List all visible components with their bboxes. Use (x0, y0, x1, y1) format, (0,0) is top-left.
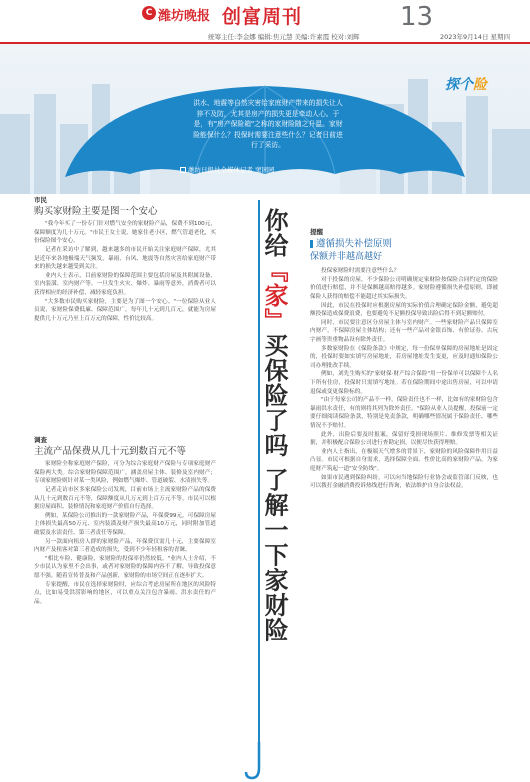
body-paragraph: 同时，市民要注意区分房屋主体与室内财产。一些家财险产品只保障室内财产，不保障房屋主体结构；还有一些产品对金银首饰、有价证券、古玩字画等贵重物品设有除外责任。 (310, 319, 498, 344)
editor-credits: 统筹主任:李金娜 编辑:焦元慧 美编:许素霞 校对:刘辉 (208, 33, 360, 41)
news-square-icon (180, 167, 186, 173)
section-heading: 主流产品保费从几十元到数百元不等 (34, 445, 187, 457)
page-number: 13 (400, 2, 434, 32)
article-lede: 洪水、地震等自然灾害给家庭财产带来的损失让人猝不及防，尤其是房产的损失更是牵动人心。于是，有"房产保险箱"之称的家财险随之升温。家财险能保什么？投保时需要注意些什么？记者日前进行了采访。 (193, 99, 343, 149)
body-paragraph: 投保家财险时需要注意些什么？ (321, 268, 400, 275)
kicker-survey: 调查 (34, 436, 47, 444)
body-paragraph: 因此，市民在投保时应根据房屋的实际价值合理确定保险金额，避免超额投保造成保费浪费，也要避免不足额投保导致出险后得不到足额赔付。 (310, 302, 498, 318)
section-subheading: 保额并非越高越好 (310, 251, 383, 262)
section-heading: 遵循损失补偿原则 (310, 240, 498, 249)
body-paragraph: 如果市民遇到保险纠纷，可以向当地保险行业协会或监管部门反映，也可以拨打金融消费投诉热线进行咨询，依法维护自身合法权益。 (310, 474, 498, 490)
body-paragraph: 例如，某保险公司推出的一款家财险产品，年保费99元，可保障房屋主体损失最高50万元、室内装潢及财产损失最高10万元，同时附加管道破裂及水渍责任、第三者责任等保障。 (34, 512, 216, 536)
section-heading: 购买家财险主要是图一个安心 (34, 205, 158, 217)
masthead (0, 0, 530, 44)
body-paragraph: "我今年买了一份专门针对燃气安全的家财险产品，保费不到100元，保障额度为几十万元。"市民王女士说，她家住老小区，燃气管道老化，买份保险图个安心。 (34, 221, 216, 245)
article-byline: 潍坊日报社全媒体记者 窦园园 (180, 165, 275, 174)
body-paragraph: 对于投保的房屋，不少保险公司明确规定家财险按保险合同约定的保险价值进行赔偿，并不是保额越高赔得越多。家财险遵循损失补偿原则，即被保险人获得的赔偿不能超过其实际损失。 (310, 276, 498, 301)
section-tag: 探个险 (445, 77, 487, 93)
issue-date: 2023年9月14日 星期四 (440, 33, 511, 41)
body-paragraph: 家财险全称家庭财产保险，可分为综合家庭财产保险与专项家庭财产保险两大类。综合家财险保障范围广，涵盖房屋主体、装修及室内财产；专项家财险则针对某一类风险，例如燃气爆炸、管道破裂、水渍损失等。 (34, 461, 216, 485)
body-paragraph: 业内人士表示，目前家财险的保障范围主要包括房屋及其附属设备、室内装潢、室内财产等。一旦发生火灾、爆炸、暴雨等意外，消费者可以获得相应的经济补偿，减轻家庭负担。 (34, 272, 216, 296)
body-paragraph: "大多数市民购买家财险，主要是为了图一个安心。"一位保险从业人员说，家财险保费低廉、保障范围广，每年几十元到几百元，就能为房屋提供几十万元乃至上百万元的保障，性价比较高。 (34, 298, 216, 322)
body-paragraph: 此外，出险后要及时报案，保留好受损现场照片、维修发票等相关证据，并积极配合保险公司进行查勘定损，以便尽快获得理赔。 (310, 431, 498, 447)
heading-bar-icon (310, 240, 313, 248)
body-paragraph: 业内人士指出，在极端天气增多的背景下，家财险的风险保障作用日益凸显。市民可根据自身需求，选择保障全面、性价比高的家财险产品，为家庭财产筑起一道"安全防线"。 (310, 448, 498, 472)
body-paragraph: "相比车险、健康险，家财险的投保率仍然较低。"业内人士介绍，不少市民认为家里不会出事，或者对家财险的保障内容不了解，导致投保意愿不强。随着宣传普及和产品创新，家财险的市场空间正在逐步扩大。 (34, 555, 216, 579)
body-paragraph: 专家提醒，市民在选择家财险时，应综合考虑房屋所在地区的风险特点，比如易受洪涝影响的地区，可以重点关注包含暴雨、洪水责任的产品。 (34, 581, 216, 605)
article-section-left-bottom (34, 436, 216, 606)
umbrella-handle-icon (244, 742, 268, 782)
main-headline: 你给『家』买保险了吗 了解一下家财险 (260, 208, 289, 643)
body-paragraph: 例如，刘先生购买的"家财保·财产综合保险"用一份保单可以保障个人名下所有住房，投保时只需填写地址。若在保险期间中途出售房屋，可以申请退保或变更保险标的。 (310, 371, 498, 395)
body-paragraph: 记者在采访中了解到，越来越多的市民开始关注家庭财产保障，尤其是近年来各地极端天气频发，暴雨、台风、地震等自然灾害给家庭财产带来的损失越来越受到关注。 (34, 246, 216, 271)
article-section-left-top (34, 196, 216, 323)
body-paragraph: "由于每家公司的产品不一样，保险责任也不一样，比如有的家财险包含暴雨洪水责任，有的则将其列为除外责任。"保险从业人员提醒，投保前一定要仔细阅读保险条款，特别是免责条款，明确哪些情况属于保险责任、哪些情况不予赔付。 (310, 397, 498, 429)
brand-logo-icon: C (142, 6, 156, 20)
section-title: 创富周刊 (222, 6, 303, 28)
article-section-right (310, 228, 498, 491)
body-paragraph: 多数家财险在《保险条款》中规定，每一份保单保障的房屋地址是固定的，投保时要如实填写房屋地址，若房屋地址发生变更，应及时通知保险公司办理批改手续。 (310, 345, 498, 369)
body-paragraph: 另一款面向租房人群的家财险产品，年保费仅需几十元，主要保障室内财产及租客对第三者造成的损失，受到不少年轻租客的青睐。 (34, 538, 216, 554)
kicker-citizens: 市民 (34, 196, 47, 204)
paper-name: 潍坊晚报 (158, 9, 211, 24)
kicker-reminder: 提醒 (310, 228, 323, 236)
body-paragraph: 记者走访市区多家保险公司发现，目前市场上主流家财险产品的保费从几十元到数百元不等，保障额度从几万元到上百万元不等。市民可以根据房屋面积、装修情况和家庭财产价值自行选择。 (34, 486, 216, 511)
